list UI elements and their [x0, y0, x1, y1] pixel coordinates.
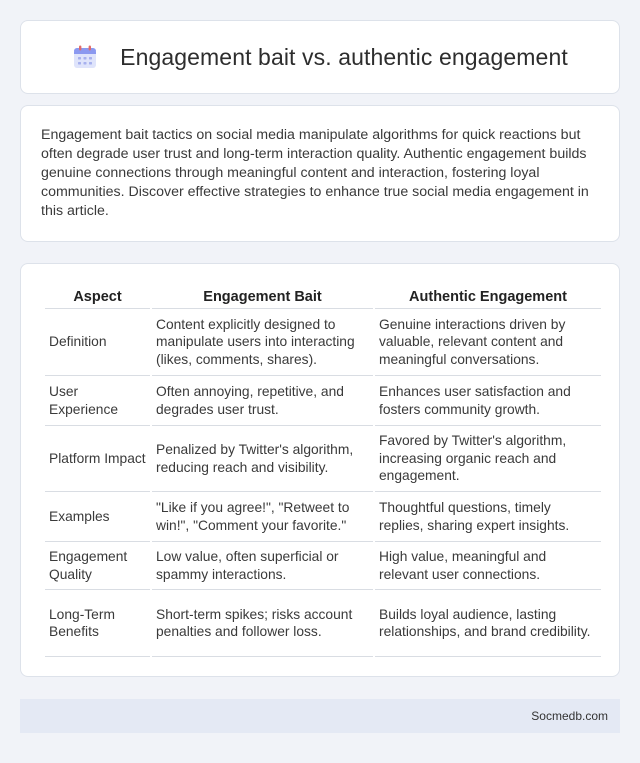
row-bait: Content explicitly designed to manipulate users into interacting (likes, comments, shares).: [152, 309, 373, 376]
table-row: [45, 542, 601, 590]
table-row: [45, 309, 601, 376]
table-row: [45, 590, 601, 657]
calendar-icon: [72, 44, 98, 70]
row-authentic: Thoughtful questions, timely replies, sharing expert insights.: [375, 492, 601, 542]
row-bait: Often annoying, repetitive, and degrades user trust.: [152, 376, 373, 426]
row-aspect: Definition: [45, 309, 150, 376]
header-aspect: Aspect: [45, 286, 150, 309]
row-bait: Short-term spikes; risks account penalties and follower loss.: [152, 590, 373, 657]
table-header-row: [45, 286, 601, 309]
table-card: [20, 263, 620, 677]
row-bait: Penalized by Twitter's algorithm, reducing reach and visibility.: [152, 426, 373, 492]
row-aspect: Long-Term Benefits: [45, 590, 150, 657]
intro-card: [20, 105, 620, 242]
row-authentic: Genuine interactions driven by valuable, relevant content and meaningful conversations.: [375, 309, 601, 376]
table-row: [45, 376, 601, 426]
row-aspect: Engagement Quality: [45, 542, 150, 590]
row-aspect: Platform Impact: [45, 426, 150, 492]
row-aspect: User Experience: [45, 376, 150, 426]
footer: [20, 699, 620, 733]
title-card: [20, 20, 620, 94]
row-bait: Low value, often superficial or spammy interactions.: [152, 542, 373, 590]
row-authentic: High value, meaningful and relevant user connections.: [375, 542, 601, 590]
comparison-table: [43, 286, 603, 657]
row-authentic: Builds loyal audience, lasting relationships, and brand credibility.: [375, 590, 601, 657]
row-authentic: Favored by Twitter's algorithm, increasing organic reach and engagement.: [375, 426, 601, 492]
header-authentic-engagement: Authentic Engagement: [375, 286, 601, 309]
footer-source: Socmedb.com: [531, 709, 608, 723]
row-aspect: Examples: [45, 492, 150, 542]
intro-text: Engagement bait tactics on social media manipulate algorithms for quick reactions but often degrade user trust and long-term interaction quality. Authentic engagement builds genuine connections through meaningful content and interaction, fostering loyal communities. Discover effective strategies to enhance true social media engagement in this article.: [41, 127, 589, 219]
row-bait: "Like if you agree!", "Retweet to win!", "Comment your favorite.": [152, 492, 373, 542]
table-row: [45, 426, 601, 492]
page-title: Engagement bait vs. authentic engagement: [120, 43, 568, 70]
header-engagement-bait: Engagement Bait: [152, 286, 373, 309]
table-row: [45, 492, 601, 542]
row-authentic: Enhances user satisfaction and fosters community growth.: [375, 376, 601, 426]
